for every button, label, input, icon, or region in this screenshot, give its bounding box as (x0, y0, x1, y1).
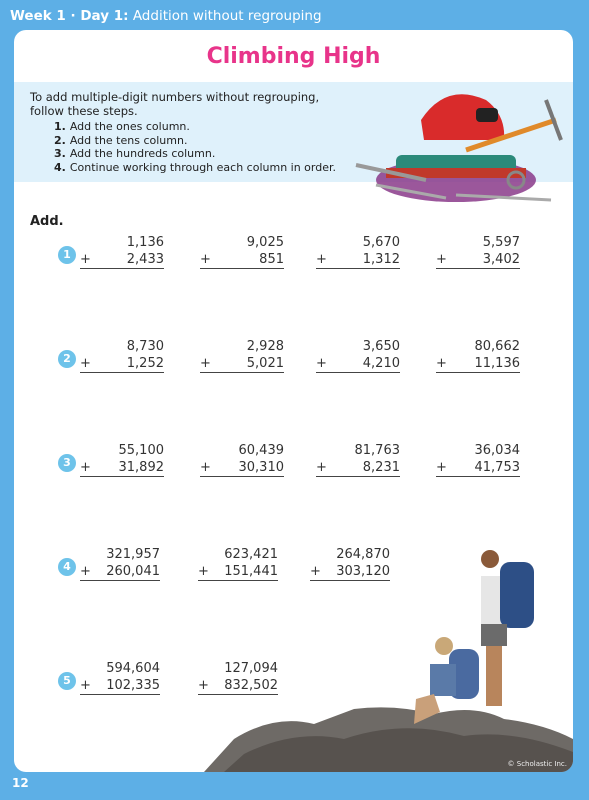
row-badge: 3 (58, 454, 76, 472)
page-title: Climbing High (206, 44, 381, 69)
row-badge: 4 (58, 558, 76, 576)
worksheet-page (14, 30, 573, 772)
addition-problem: 2,928 + 5,021 (200, 339, 284, 371)
addition-problem: 5,670 + 1,312 (316, 235, 400, 267)
addition-problem: 55,100 + 31,892 (80, 443, 164, 475)
instruction-step: 2. Add the tens column. (54, 133, 188, 147)
addition-problem: 264,870 + 303,120 (310, 547, 390, 579)
addition-problem: 60,439 + 30,310 (200, 443, 284, 475)
add-instruction: Add. (30, 214, 64, 229)
instruction-step: 1. Add the ones column. (54, 120, 190, 133)
row-badge: 2 (58, 350, 76, 368)
hikers-on-rock-image (204, 514, 573, 772)
addition-problem: 127,094 + 832,502 (198, 661, 278, 693)
instruction-step: 4. Continue working through each column in order. (54, 160, 337, 174)
climbing-gear-image (336, 80, 566, 210)
instructions-intro: To add multiple-digit numbers without regrouping, follow these steps. (30, 90, 320, 118)
addition-problem: 8,730 + 1,252 (80, 339, 164, 371)
addition-problem: 3,650 + 4,210 (316, 339, 400, 371)
addition-problem: 594,604 + 102,335 (80, 661, 160, 693)
page-header (10, 8, 322, 24)
header-week: Week 1 · Day 1: (10, 8, 129, 24)
copyright-text: © Scholastic Inc. (507, 760, 567, 768)
addition-problem: 80,662 + 11,136 (436, 339, 520, 371)
addition-problem: 623,421 + 151,441 (198, 547, 278, 579)
addition-problem: 321,957 + 260,041 (80, 547, 160, 579)
addition-problem: 36,034 + 41,753 (436, 443, 520, 475)
row-badge: 5 (58, 672, 76, 690)
addition-problem: 1,136 + 2,433 (80, 235, 164, 267)
header-topic: Addition without regrouping (132, 8, 322, 24)
addition-problem: 9,025 + 851 (200, 235, 284, 267)
instruction-step: 3. Add the hundreds column. (54, 147, 216, 160)
instructions-steps (54, 120, 336, 174)
page-number: 12 (12, 776, 29, 790)
row-badge: 1 (58, 246, 76, 264)
addition-problem: 5,597 + 3,402 (436, 235, 520, 267)
addition-problem: 81,763 + 8,231 (316, 443, 400, 475)
